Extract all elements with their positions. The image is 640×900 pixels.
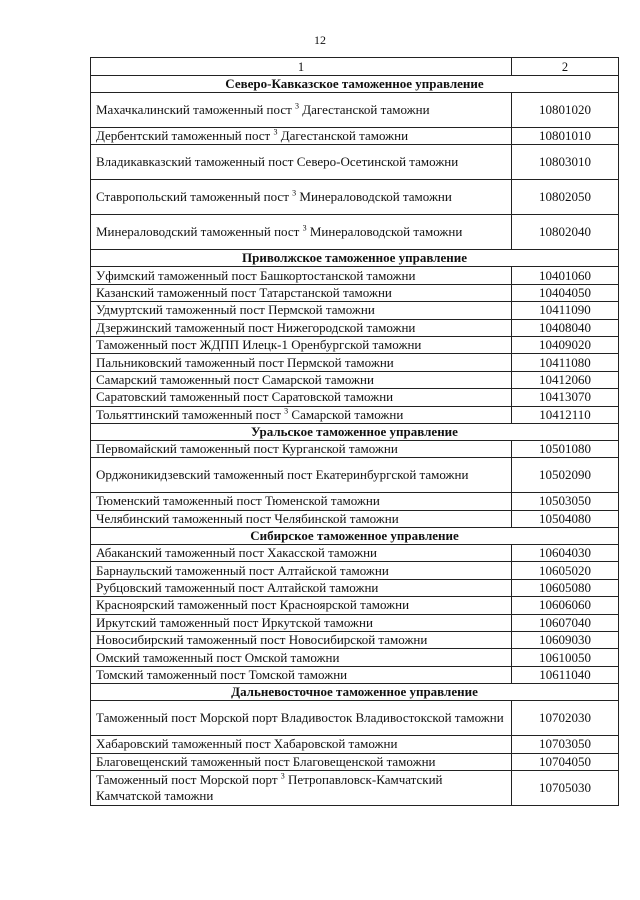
post-name-cell bbox=[91, 406, 512, 423]
post-name: Саратовский таможенный пост Саратовской таможни bbox=[96, 389, 394, 405]
post-code: 10803010 bbox=[512, 145, 619, 180]
post-name-cell bbox=[91, 302, 512, 319]
post-name-cell bbox=[91, 93, 512, 128]
post-name-cell bbox=[91, 545, 512, 562]
post-name: Самарский таможенный пост Самарской таможни bbox=[96, 371, 374, 387]
post-name: Пальниковский таможенный пост Пермской таможни bbox=[96, 354, 394, 370]
table-row bbox=[91, 753, 619, 770]
post-name-cell bbox=[91, 736, 512, 753]
post-name-cell bbox=[91, 649, 512, 666]
post-name-cell bbox=[91, 701, 512, 736]
table-row bbox=[91, 562, 619, 579]
post-name-cell bbox=[91, 267, 512, 284]
section-row bbox=[91, 528, 619, 545]
post-code: 10502090 bbox=[512, 458, 619, 493]
post-code: 10606060 bbox=[512, 597, 619, 614]
table-row bbox=[91, 128, 619, 145]
section-title: Сибирское таможенное управление bbox=[91, 528, 619, 545]
table-row bbox=[91, 406, 619, 423]
post-name: Дербентский таможенный пост bbox=[96, 128, 274, 144]
table-row bbox=[91, 649, 619, 666]
post-code: 10412060 bbox=[512, 371, 619, 388]
header-row bbox=[91, 58, 619, 76]
post-name: Первомайский таможенный пост Курганской таможни bbox=[96, 441, 398, 457]
post-name-cell bbox=[91, 389, 512, 406]
footnote-marker: 3 bbox=[273, 127, 278, 137]
section-title: Дальневосточное таможенное управление bbox=[91, 684, 619, 701]
footnote-marker: 3 bbox=[284, 406, 289, 416]
section-title: Уральское таможенное управление bbox=[91, 423, 619, 440]
post-code: 10609030 bbox=[512, 632, 619, 649]
post-code: 10611040 bbox=[512, 666, 619, 683]
post-name: Орджоникидзевский таможенный пост Екатеринбургской таможни bbox=[96, 467, 469, 483]
post-name-continued: Дагестанской таможни bbox=[277, 128, 409, 144]
section-row bbox=[91, 250, 619, 267]
post-name: Барнаульский таможенный пост Алтайской таможни bbox=[96, 562, 389, 578]
post-name-cell bbox=[91, 371, 512, 388]
table-row bbox=[91, 770, 619, 805]
post-code: 10411090 bbox=[512, 302, 619, 319]
post-name: Дзержинский таможенный пост Нижегородской таможни bbox=[96, 319, 416, 335]
post-name-continued: Петропавловск-Камчатский Камчатской таможни bbox=[96, 771, 443, 803]
post-code: 10705030 bbox=[512, 770, 619, 805]
table-body bbox=[91, 58, 619, 806]
post-name: Минераловодский таможенный пост bbox=[96, 224, 303, 240]
table-row bbox=[91, 336, 619, 353]
post-name: Уфимский таможенный пост Башкортостанской таможни bbox=[96, 267, 416, 283]
table-row bbox=[91, 180, 619, 215]
post-name-cell bbox=[91, 614, 512, 631]
post-name: Владикавказский таможенный пост Северо-Осетинской таможни bbox=[96, 154, 459, 170]
post-code: 10802050 bbox=[512, 180, 619, 215]
table-row bbox=[91, 440, 619, 457]
post-code: 10801020 bbox=[512, 93, 619, 128]
footnote-marker: 3 bbox=[302, 224, 307, 234]
footnote-marker: 3 bbox=[295, 101, 300, 111]
section-row bbox=[91, 76, 619, 93]
post-name: Новосибирский таможенный пост Новосибирской таможни bbox=[96, 632, 428, 648]
post-code: 10703050 bbox=[512, 736, 619, 753]
section-row bbox=[91, 423, 619, 440]
post-name-continued: Дагестанской таможни bbox=[299, 102, 430, 117]
post-name-cell bbox=[91, 145, 512, 180]
post-name: Таможенный пост ЖДПП Илецк-1 Оренбургской таможни bbox=[96, 337, 422, 353]
table-row bbox=[91, 319, 619, 336]
post-code: 10501080 bbox=[512, 440, 619, 457]
post-code: 10802040 bbox=[512, 215, 619, 250]
post-name: Хабаровский таможенный пост Хабаровской таможни bbox=[96, 736, 398, 752]
post-code: 10412110 bbox=[512, 406, 619, 423]
post-name-cell bbox=[91, 128, 512, 145]
table-row bbox=[91, 666, 619, 683]
post-name: Челябинский таможенный пост Челябинской таможни bbox=[96, 510, 399, 526]
post-name-cell bbox=[91, 336, 512, 353]
table-row bbox=[91, 215, 619, 250]
post-name: Красноярский таможенный пост Красноярской таможни bbox=[96, 597, 410, 613]
post-name-cell bbox=[91, 510, 512, 527]
table-row bbox=[91, 302, 619, 319]
post-name: Благовещенский таможенный пост Благовещенской таможни bbox=[96, 753, 436, 769]
table-row bbox=[91, 614, 619, 631]
post-name-cell bbox=[91, 753, 512, 770]
table-row bbox=[91, 701, 619, 736]
post-name: Тольяттинский таможенный пост bbox=[96, 406, 285, 422]
post-name: Абаканский таможенный пост Хакасской таможни bbox=[96, 545, 377, 561]
post-name-cell bbox=[91, 562, 512, 579]
post-name: Таможенный пост Морской порт bbox=[96, 771, 281, 787]
table-row bbox=[91, 458, 619, 493]
post-code: 10605080 bbox=[512, 579, 619, 596]
post-name-cell bbox=[91, 597, 512, 614]
post-name: Омский таможенный пост Омской таможни bbox=[96, 649, 340, 665]
table-row bbox=[91, 145, 619, 180]
post-name-continued: Самарской таможни bbox=[288, 406, 404, 422]
section-title: Северо-Кавказское таможенное управление bbox=[91, 76, 619, 93]
post-code: 10604030 bbox=[512, 545, 619, 562]
post-name-cell bbox=[91, 770, 512, 805]
post-name-cell bbox=[91, 440, 512, 457]
table-row bbox=[91, 579, 619, 596]
post-name: Таможенный пост Морской порт Владивосток Владивостокской таможни bbox=[96, 710, 504, 726]
post-name-continued: Минераловодской таможни bbox=[306, 224, 463, 240]
table-row bbox=[91, 284, 619, 301]
post-name-cell bbox=[91, 458, 512, 493]
post-name-cell bbox=[91, 354, 512, 371]
post-code: 10401060 bbox=[512, 267, 619, 284]
post-code: 10404050 bbox=[512, 284, 619, 301]
table-row bbox=[91, 93, 619, 128]
post-code: 10504080 bbox=[512, 510, 619, 527]
post-name-cell bbox=[91, 632, 512, 649]
section-row bbox=[91, 684, 619, 701]
post-name-cell bbox=[91, 180, 512, 215]
post-name: Рубцовский таможенный пост Алтайской таможни bbox=[96, 580, 379, 596]
table-row bbox=[91, 267, 619, 284]
post-code: 10607040 bbox=[512, 614, 619, 631]
post-name: Иркутский таможенный пост Иркутской таможни bbox=[96, 614, 373, 630]
footnote-marker: 3 bbox=[280, 771, 285, 781]
header-col-2: 2 bbox=[512, 58, 619, 76]
table-row bbox=[91, 632, 619, 649]
post-name-continued: Минераловодской таможни bbox=[296, 189, 452, 205]
post-name: Удмуртский таможенный пост Пермской таможни bbox=[96, 302, 375, 318]
table-row bbox=[91, 493, 619, 510]
post-code: 10411080 bbox=[512, 354, 619, 371]
post-code: 10605020 bbox=[512, 562, 619, 579]
post-name-cell bbox=[91, 284, 512, 301]
post-code: 10702030 bbox=[512, 701, 619, 736]
table-row bbox=[91, 354, 619, 371]
post-name-cell bbox=[91, 579, 512, 596]
post-code: 10801010 bbox=[512, 128, 619, 145]
post-code: 10409020 bbox=[512, 336, 619, 353]
section-title: Приволжское таможенное управление bbox=[91, 250, 619, 267]
table-row bbox=[91, 597, 619, 614]
table-row bbox=[91, 389, 619, 406]
footnote-marker: 3 bbox=[292, 189, 297, 199]
post-name-cell bbox=[91, 319, 512, 336]
table-row bbox=[91, 510, 619, 527]
post-name: Томский таможенный пост Томской таможни bbox=[96, 667, 348, 682]
table-row bbox=[91, 371, 619, 388]
post-code: 10408040 bbox=[512, 319, 619, 336]
customs-posts-table bbox=[90, 57, 619, 806]
header-col-1: 1 bbox=[91, 58, 512, 76]
post-code: 10704050 bbox=[512, 753, 619, 770]
table-row bbox=[91, 545, 619, 562]
post-name: Ставропольский таможенный пост bbox=[96, 189, 293, 205]
post-code: 10503050 bbox=[512, 493, 619, 510]
post-code: 10413070 bbox=[512, 389, 619, 406]
post-name: Казанский таможенный пост Татарстанской таможни bbox=[96, 284, 392, 300]
post-name-cell bbox=[91, 493, 512, 510]
table-row bbox=[91, 736, 619, 753]
post-code: 10610050 bbox=[512, 649, 619, 666]
post-name: Махачкалинский таможенный пост bbox=[96, 102, 296, 117]
page-number: 12 bbox=[314, 33, 326, 47]
post-name: Тюменский таможенный пост Тюменской таможни bbox=[96, 493, 380, 509]
post-name-cell bbox=[91, 666, 512, 683]
post-name-cell bbox=[91, 215, 512, 250]
